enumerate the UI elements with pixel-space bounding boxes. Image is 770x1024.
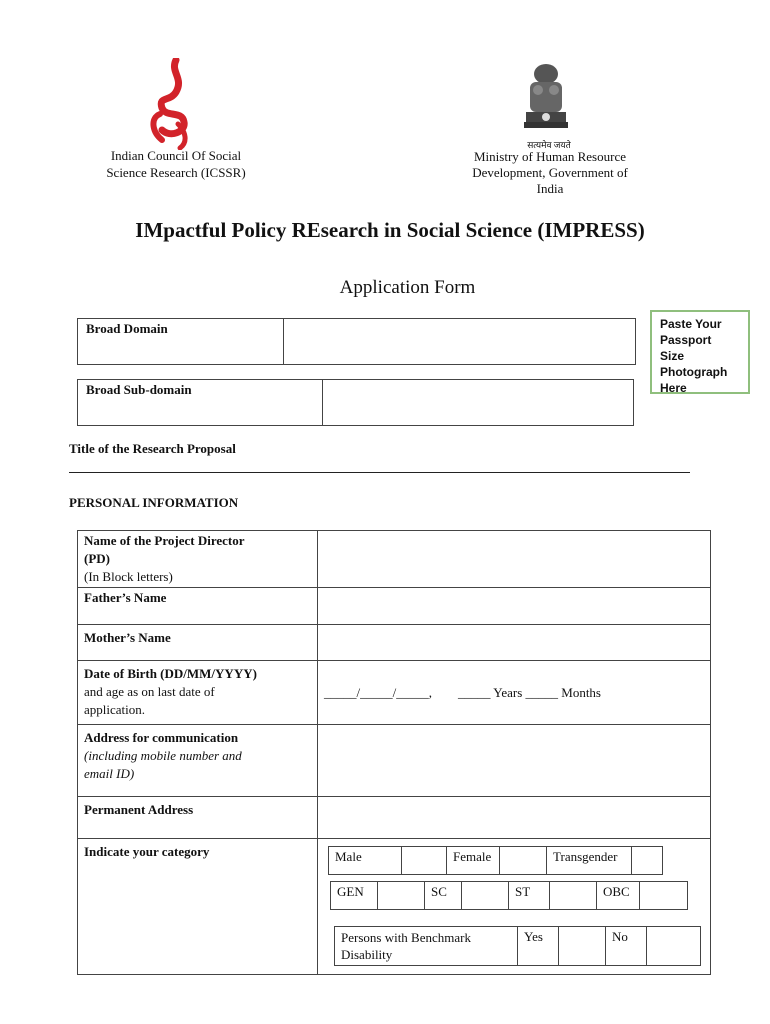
left-org-name	[86, 147, 266, 181]
caste-gen-box[interactable]	[378, 882, 425, 910]
photo-box-line: Here	[660, 381, 687, 395]
broad-domain-label: Broad Domain	[78, 319, 284, 365]
label-line: email ID)	[84, 766, 135, 781]
left-org-line: Science Research (ICSSR)	[106, 165, 246, 180]
permanent-address-label: Permanent Address	[78, 797, 318, 839]
mother-name-field[interactable]	[318, 625, 711, 661]
mother-name-label: Mother’s Name	[78, 625, 318, 661]
caste-st-box[interactable]	[550, 882, 597, 910]
address-label	[78, 725, 318, 797]
permanent-address-field[interactable]	[318, 797, 711, 839]
disability-label	[335, 927, 518, 966]
gender-transgender-label: Transgender	[547, 847, 632, 875]
caste-obc-label: OBC	[597, 882, 640, 910]
photo-box-line: Passport	[660, 333, 712, 347]
gender-female-box[interactable]	[500, 847, 547, 875]
photo-box-line: Paste Your	[660, 317, 722, 331]
label-line: application.	[84, 702, 146, 717]
father-name-label: Father’s Name	[78, 588, 318, 625]
category-label: Indicate your category	[78, 839, 318, 975]
gender-male-box[interactable]	[402, 847, 447, 875]
label-line: Persons with Benchmark	[341, 930, 471, 945]
research-title-label: Title of the Research Proposal	[69, 441, 236, 456]
broad-domain-field[interactable]	[284, 319, 636, 365]
emblem-motto: सत्यमेव जयते	[527, 140, 571, 150]
right-org-line: India	[536, 181, 564, 196]
photo-box-line: Photograph	[660, 365, 728, 379]
left-org-line: Indian Council Of Social	[110, 148, 242, 163]
address-field[interactable]	[318, 725, 711, 797]
caste-table	[330, 881, 688, 910]
father-name-field[interactable]	[318, 588, 711, 625]
label-line: (PD)	[84, 551, 110, 566]
label-line: and age as on last date of	[84, 684, 215, 699]
label-line: Name of the Project Director	[84, 533, 245, 548]
caste-gen-label: GEN	[331, 882, 378, 910]
disability-no-label: No	[606, 927, 647, 966]
broad-subdomain-label: Broad Sub-domain	[78, 380, 323, 426]
disability-no-box[interactable]	[647, 927, 701, 966]
right-org-line: Ministry of Human Resource	[473, 149, 626, 164]
research-title-line[interactable]	[69, 472, 690, 473]
caste-st-label: ST	[509, 882, 550, 910]
gender-transgender-box[interactable]	[632, 847, 663, 875]
dob-label	[78, 661, 318, 725]
pd-name-field[interactable]	[318, 531, 711, 588]
caste-obc-box[interactable]	[640, 882, 688, 910]
caste-sc-label: SC	[425, 882, 462, 910]
label-line: (including mobile number and	[84, 748, 242, 763]
gender-table	[328, 846, 663, 875]
label-line: Address for communication	[84, 730, 239, 745]
disability-yes-label: Yes	[518, 927, 559, 966]
right-org-name	[458, 149, 642, 197]
personal-info-heading: PERSONAL INFORMATION	[69, 495, 239, 510]
label-line: (In Block letters)	[84, 569, 173, 584]
national-emblem-icon	[516, 60, 576, 140]
gender-female-label: Female	[447, 847, 500, 875]
broad-domain-table	[77, 318, 636, 365]
page-title: IMpactful Policy REsearch in Social Science (IMPRESS)	[135, 218, 645, 242]
gender-male-label: Male	[329, 847, 402, 875]
pd-name-label	[78, 531, 318, 588]
disability-yes-box[interactable]	[559, 927, 606, 966]
caste-sc-box[interactable]	[462, 882, 509, 910]
dob-field[interactable]: _____/_____/_____, _____ Years _____ Months	[318, 661, 711, 725]
label-line: Date of Birth (DD/MM/YYYY)	[84, 666, 257, 681]
broad-subdomain-table	[77, 379, 634, 426]
icssr-logo	[140, 58, 202, 150]
form-subtitle: Application Form	[339, 277, 476, 298]
broad-subdomain-field[interactable]	[323, 380, 634, 426]
right-org-line: Development, Government of	[472, 165, 628, 180]
label-line: Disability	[341, 947, 393, 962]
disability-table	[334, 926, 701, 966]
photo-box-line: Size	[660, 349, 685, 363]
photo-box[interactable]	[650, 310, 750, 394]
